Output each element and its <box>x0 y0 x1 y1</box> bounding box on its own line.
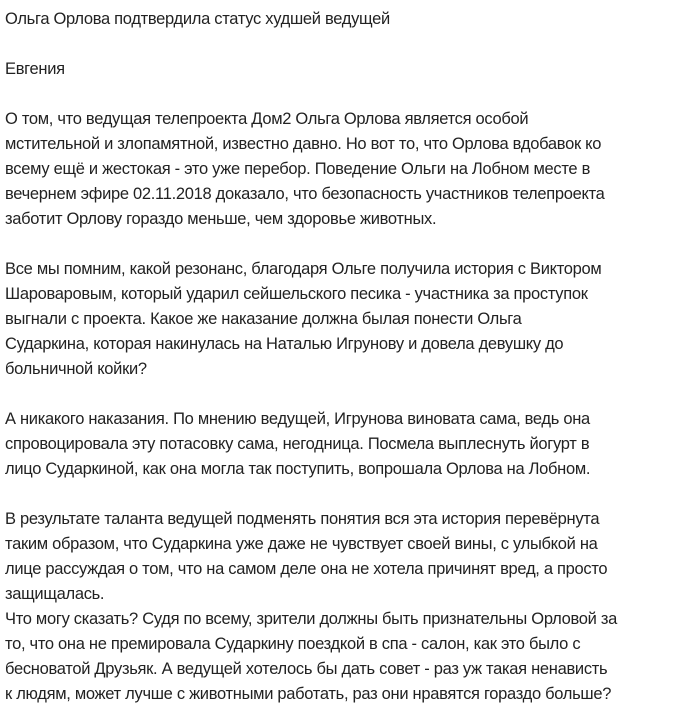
article-title: Ольга Орлова подтвердила статус худшей ведущей <box>5 10 390 28</box>
paragraph-line: вечернем эфире 02.11.2018 доказало, что безопасность участников телепроекта <box>5 185 605 203</box>
paragraph-line: всему ещё и жестокая - это уже перебор. Поведение Ольги на Лобном месте в <box>5 160 591 178</box>
paragraph-line: спровоцировала эту потасовку сама, негодница. Посмела выплеснуть йогурт в <box>5 435 590 453</box>
paragraph-line: защищалась. <box>5 585 105 603</box>
paragraph <box>5 257 699 382</box>
paragraph-line: Шароваровым, который ударил сейшельского песика - участника за проступок <box>5 285 588 303</box>
paragraph-line: выгнали с проекта. Какое же наказание должна былая понести Ольга <box>5 310 522 328</box>
paragraph-line: А никакого наказания. По мнению ведущей, Игрунова виновата сама, ведь она <box>5 410 590 428</box>
paragraph-line: мстительной и злопамятной, известно давно. Но вот то, что Орлова вдобавок ко <box>5 135 602 153</box>
paragraph-line: Сударкина, которая накинулась на Наталью Игрунову и довела девушку до <box>5 335 564 353</box>
paragraph-line: больничной койки? <box>5 360 147 378</box>
article-body <box>5 107 699 707</box>
paragraph-line: Что могу сказать? Судя по всему, зрители должны быть признательны Орловой за <box>5 610 618 628</box>
spacer <box>5 82 699 107</box>
paragraph-line: бесноватой Друзьяк. А ведущей хотелось бы дать совет - раз уж такая ненависть <box>5 660 608 678</box>
spacer <box>5 232 699 257</box>
spacer <box>5 482 699 507</box>
paragraph-line: то, что она не премировала Сударкину поездкой в спа - салон, как это было с <box>5 635 581 653</box>
paragraph-line: лице рассуждая о том, что на самом деле она не хотела причинят вред, а просто <box>5 560 608 578</box>
paragraph <box>5 107 699 232</box>
paragraph <box>5 507 699 707</box>
article-author: Евгения <box>5 60 65 78</box>
paragraph-line: лицо Сударкиной, как она могла так поступить, вопрошала Орлова на Лобном. <box>5 460 591 478</box>
paragraph <box>5 407 699 482</box>
paragraph-line: О том, что ведущая телепроекта Дом2 Ольга Орлова является особой <box>5 110 529 128</box>
paragraph-line: таким образом, что Сударкина уже даже не чувствует своей вины, с улыбкой на <box>5 535 598 553</box>
spacer <box>5 382 699 407</box>
paragraph-line: заботит Орлову гораздо меньше, чем здоровье животных. <box>5 210 437 228</box>
paragraph-line: В результате таланта ведущей подменять понятия вся эта история перевёрнута <box>5 510 600 528</box>
paragraph-line: Все мы помним, какой резонанс, благодаря Ольге получила история с Виктором <box>5 260 602 278</box>
paragraph-line: к людям, может лучше с животными работать, раз они нравятся гораздо больше? <box>5 685 612 703</box>
spacer <box>5 32 699 57</box>
